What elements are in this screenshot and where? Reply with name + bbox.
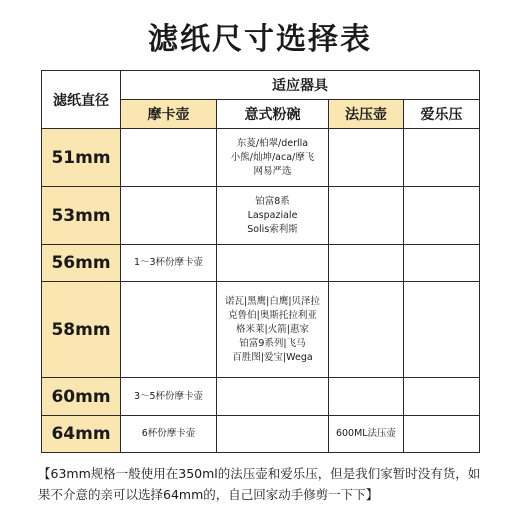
footnote: 【63mm规格一般使用在350ml的法压壶和爱乐压，但是我们家暂时没有货，如果不介意的亲可以选择64mm的，自己回家动手修剪一下下】: [38, 466, 481, 502]
size-cell: 56mm: [42, 245, 121, 282]
espresso-brand-line: 诺瓦|黑鹰|白鹰|贝泽拉: [224, 295, 321, 307]
espresso-brand-line: 铂富8系: [255, 195, 290, 207]
column-header-aeropress: 爱乐压: [404, 100, 480, 129]
aeropress-cell: [404, 416, 480, 453]
espresso-brand-line: 东菱/柏翠/derlla: [236, 137, 309, 149]
french-press-cell: [329, 187, 404, 245]
moka-cell: 3～5杯份摩卡壶: [121, 378, 217, 416]
column-header-french-press: 法压壶: [329, 100, 404, 129]
moka-cell: [121, 282, 217, 378]
equipment-group-header: 适应器具: [121, 71, 480, 100]
espresso-brand-line: 小熊/灿坤/aca/摩飞: [230, 151, 315, 163]
espresso-cell: [217, 282, 329, 378]
espresso-brand-line: Solis索利斯: [247, 223, 298, 235]
french-press-cell: 600ML法压壶: [329, 416, 404, 453]
espresso-brand-line: 铂富9系列|飞马: [239, 337, 306, 349]
aeropress-cell: [404, 129, 480, 187]
size-cell: 58mm: [42, 282, 121, 378]
table-row: [42, 245, 480, 282]
table-row: [42, 378, 480, 416]
table-row: [42, 129, 480, 187]
espresso-cell: [217, 245, 329, 282]
column-header-moka: 摩卡壶: [121, 100, 217, 129]
size-column-header: 滤纸直径: [42, 71, 121, 129]
french-press-cell: [329, 245, 404, 282]
espresso-brand-line: 网易严选: [253, 165, 292, 177]
espresso-brand-line: 克鲁伯|奥斯托拉利亚: [228, 309, 317, 321]
espresso-cell: [217, 416, 329, 453]
moka-cell: [121, 129, 217, 187]
table-row: [42, 282, 480, 378]
espresso-cell: [217, 187, 329, 245]
french-press-cell: [329, 129, 404, 187]
aeropress-cell: [404, 187, 480, 245]
espresso-cell: [217, 378, 329, 416]
aeropress-cell: [404, 282, 480, 378]
moka-cell: [121, 187, 217, 245]
espresso-cell: [217, 129, 329, 187]
espresso-brand-line: Laspaziale: [247, 209, 298, 221]
aeropress-cell: [404, 245, 480, 282]
size-cell: 60mm: [42, 378, 121, 416]
moka-cell: 1～3杯份摩卡壶: [121, 245, 217, 282]
espresso-brand-line: 百胜图|爱宝|Wega: [232, 351, 313, 363]
page-title: 滤纸尺寸选择表: [148, 22, 372, 57]
table-row: [42, 187, 480, 245]
aeropress-cell: [404, 378, 480, 416]
column-header-espresso: 意式粉碗: [217, 100, 329, 129]
french-press-cell: [329, 378, 404, 416]
french-press-cell: [329, 282, 404, 378]
espresso-brand-line: 格米莱|火箭|惠家: [236, 323, 309, 335]
table-row: [42, 416, 480, 453]
size-cell: 64mm: [42, 416, 121, 453]
filter-size-table: [41, 70, 480, 453]
size-cell: 53mm: [42, 187, 121, 245]
moka-cell: 6杯份摩卡壶: [121, 416, 217, 453]
size-cell: 51mm: [42, 129, 121, 187]
